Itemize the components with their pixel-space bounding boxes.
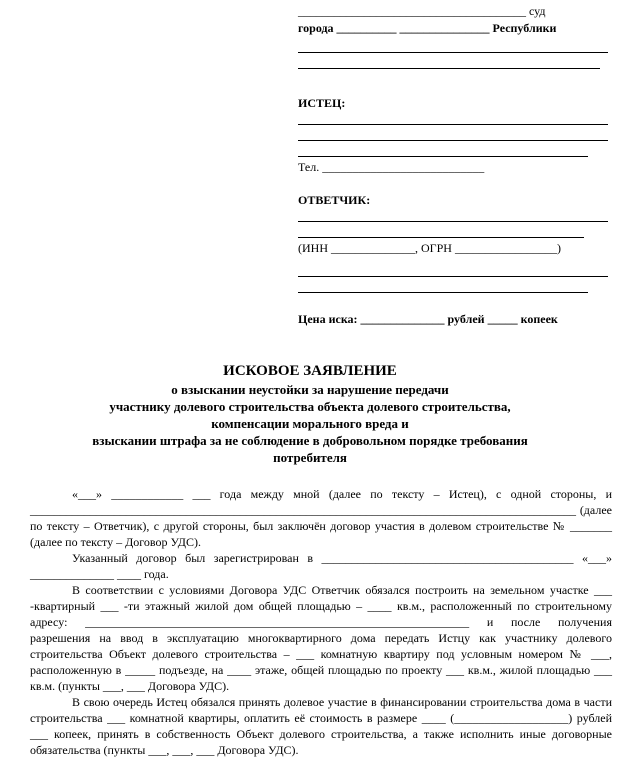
city-line: города __________ _______________ Республики bbox=[298, 21, 557, 35]
court-line: ______________________________________ суд bbox=[298, 4, 546, 18]
document-title: ИСКОВОЕ ЗАЯВЛЕНИЕ bbox=[223, 363, 397, 379]
paragraph-obligations-plaintiff: В свою очередь Истец обязался принять долевое участие в финансировании строительства дома в части строительства ___ комнатной квартиры, оплатить её стоимость в размере ____ (___________________) рублей ___ копеек, принять в собственность Объект долевого строительства, а также исполнить иные договорные обязательства (пункты ___, ___, ___ Договора УДС). bbox=[30, 695, 612, 757]
paragraph-registration: Указанный договор был зарегистрирован в __________________________________________ «___» ______________ ____ года. bbox=[30, 551, 612, 581]
paragraph-obligations-defendant: В соответствии с условиями Договора УДС Ответчик обязался построить на земельном участке ___ -квартирный ___ -ти этажный жилой дом общей площадью – ____ кв.м., расположенный по строительному адресу: ________________________________________________________________ и после получения разрешения на ввод в эксплуатацию многоквартирного дома передать Истцу как участнику долевого строительства Объект долевого строительства – ___ комнатную квартиру под условным номером № ___, расположенную в _____ подъезде, на ____ этаже, общей площадью по проекту ___ кв.м., жилой площадью ___ кв.м. (пункты ___, ___ Договора УДС). bbox=[30, 583, 612, 693]
blank-line bbox=[298, 276, 608, 277]
blank-line bbox=[298, 237, 584, 238]
paragraph-contract: «___» ____________ ___ года между мной (далее по тексту – Истец), с одной стороны, и ___________________________________________________________________________________________ (далее по тексту – Ответчик), с другой стороны, был заключён договор участия в долевом строительстве № _______ (далее по тексту – Договор УДС). bbox=[30, 487, 612, 549]
title-subline-4: взыскании штрафа за не соблюдение в добровольном порядке требования bbox=[92, 433, 528, 448]
blank-line bbox=[298, 124, 608, 125]
blank-line bbox=[298, 52, 608, 53]
title-subline-2: участнику долевого строительства объекта долевого строительства, bbox=[109, 399, 511, 414]
blank-line bbox=[298, 292, 588, 293]
inn-ogrn-line: (ИНН ______________, ОГРН _________________) bbox=[298, 241, 561, 255]
title-subline-1: о взыскании неустойки за нарушение передачи bbox=[171, 382, 449, 397]
blank-line bbox=[298, 221, 608, 222]
defendant-label: ОТВЕТЧИК: bbox=[298, 193, 371, 207]
blank-line bbox=[298, 68, 600, 69]
blank-line bbox=[298, 156, 588, 157]
title-subline-3: компенсации морального вреда и bbox=[211, 416, 409, 431]
title-subline-5: потребителя bbox=[273, 450, 347, 465]
phone-line: Тел. ___________________________ bbox=[298, 160, 485, 174]
claim-price: Цена иска: ______________ рублей _____ копеек bbox=[298, 312, 558, 326]
plaintiff-label: ИСТЕЦ: bbox=[298, 96, 346, 110]
blank-line bbox=[298, 140, 608, 141]
document-body bbox=[30, 486, 612, 758]
